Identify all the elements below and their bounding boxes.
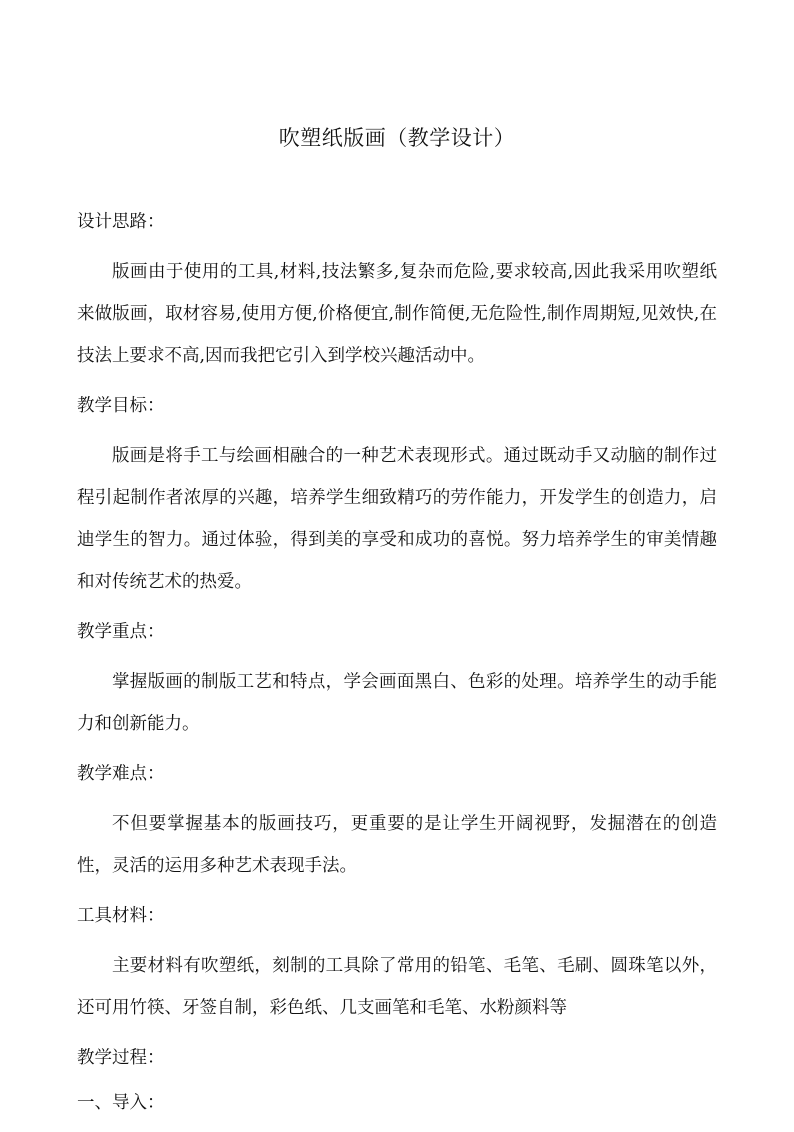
document-body (77, 206, 717, 1132)
section-body-tools-materials: 主要材料有吹塑纸，刻制的工具除了常用的铅笔、毛笔、毛刷、圆珠笔以外，还可用竹筷、牙签自制，彩色纸、几支画笔和毛笔、水粉颜料等 (77, 956, 717, 1018)
section-heading-teaching-process: 教学过程： (77, 1048, 165, 1068)
section-heading-design-idea: 设计思路： (77, 212, 165, 232)
document-title: 吹塑纸版画（教学设计） (278, 126, 516, 150)
section-heading-difficulties: 教学难点： (77, 764, 165, 784)
section-body-key-points: 掌握版画的制版工艺和特点，学会画面黑白、色彩的处理。培养学生的动手能力和创新能力。 (77, 672, 717, 734)
section-heading-tools-materials: 工具材料： (77, 906, 165, 926)
section-body-difficulties: 不但要掌握基本的版画技巧，更重要的是让学生开阔视野，发掘潜在的创造性，灵活的运用多种艺术表现手法。 (77, 814, 717, 876)
section-body-teaching-goals: 版画是将手工与绘画相融合的一种艺术表现形式。通过既动手又动脑的制作过程引起制作者浓厚的兴趣，培养学生细致精巧的劳作能力，开发学生的创造力，启迪学生的智力。通过体验，得到美的享受和成功的喜悦。努力培养学生的审美情趣和对传统艺术的热爱。 (77, 446, 717, 592)
section-heading-teaching-goals: 教学目标： (77, 396, 165, 416)
section-body-design-idea: 版画由于使用的工具,材料,技法繁多,复杂而危险,要求较高,因此我采用吹塑纸来做版画，取材容易,使用方便,价格便宜,制作简便,无危险性,制作周期短,见效快,在技法上要求不高,因而我把它引入到学校兴趣活动中。 (77, 262, 717, 366)
section-heading-key-points: 教学重点： (77, 622, 165, 642)
step-one-heading: 一、导入： (77, 1093, 165, 1113)
